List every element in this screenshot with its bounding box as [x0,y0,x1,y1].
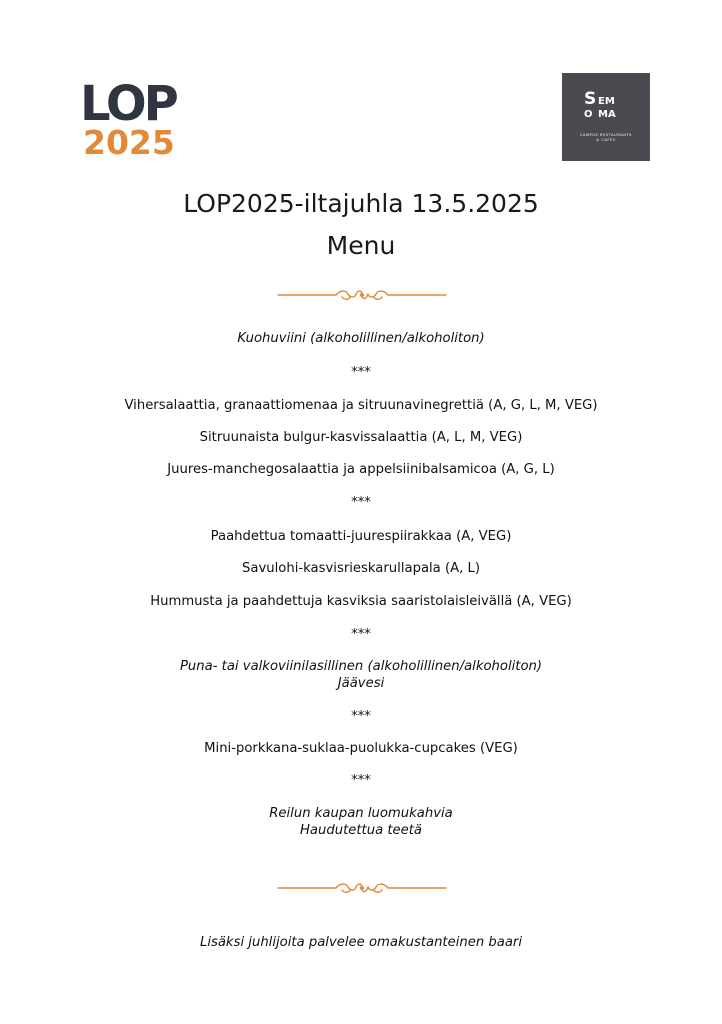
page-title: LOP2025-iltajuhla 13.5.2025 [183,189,539,218]
ornament-divider-bottom-icon [276,882,448,894]
lop-logo-text: LOP [80,76,176,132]
menu-separator: *** [351,627,371,642]
menu-item-main: Paahdettua tomaatti-juurespiirakkaa (A, VEG) [210,529,512,544]
semma-logo-letters-2: MA [598,109,616,120]
menu-item-coffee: Reilun kaupan luomukahvia [269,806,453,821]
menu-item-water: Jäävesi [337,676,385,691]
semma-logo-letter: S [584,89,597,109]
menu-item-sparkling: Kuohuviini (alkoholillinen/alkoholiton) [237,331,485,346]
page-subtitle: Menu [326,231,396,260]
menu-item-dessert: Mini-porkkana-suklaa-puolukka-cupcakes (VEG) [204,741,518,756]
semma-logo [562,73,650,161]
menu-item-tea: Haudutettua teetä [300,823,422,838]
semma-logo-letters: EM [598,96,615,107]
menu-item-main: Hummusta ja paahdettuja kasviksia saaristolaisleivällä (A, VEG) [150,594,572,609]
menu-item-salad: Vihersalaattia, granaattiomenaa ja sitruunavinegrettiä (A, G, L, M, VEG) [124,398,598,413]
menu-footer-note: Lisäksi juhlijoita palvelee omakustanteinen baari [199,935,523,950]
ornament-divider-top-icon [276,289,448,301]
menu-item-salad: Juures-manchegosalaattia ja appelsiinibalsamicoa (A, G, L) [167,462,555,477]
lop-logo-year: 2025 [83,123,175,162]
semma-tagline: CAMPUS RESTAURANTS & CAFES [579,133,632,142]
menu-item-main: Savulohi-kasvisrieskarullapala (A, L) [242,561,480,576]
menu-item-salad: Sitruunaista bulgur-kasvissalaattia (A, L, M, VEG) [199,430,523,445]
lop2025-logo [80,76,198,162]
menu-item-wine: Puna- tai valkoviinilasillinen (alkoholillinen/alkoholiton) [179,659,543,674]
menu-separator: *** [351,365,371,380]
menu-separator: *** [351,495,371,510]
menu-separator: *** [351,773,371,788]
menu-separator: *** [351,709,371,724]
semma-logo-circle: O [584,109,593,120]
